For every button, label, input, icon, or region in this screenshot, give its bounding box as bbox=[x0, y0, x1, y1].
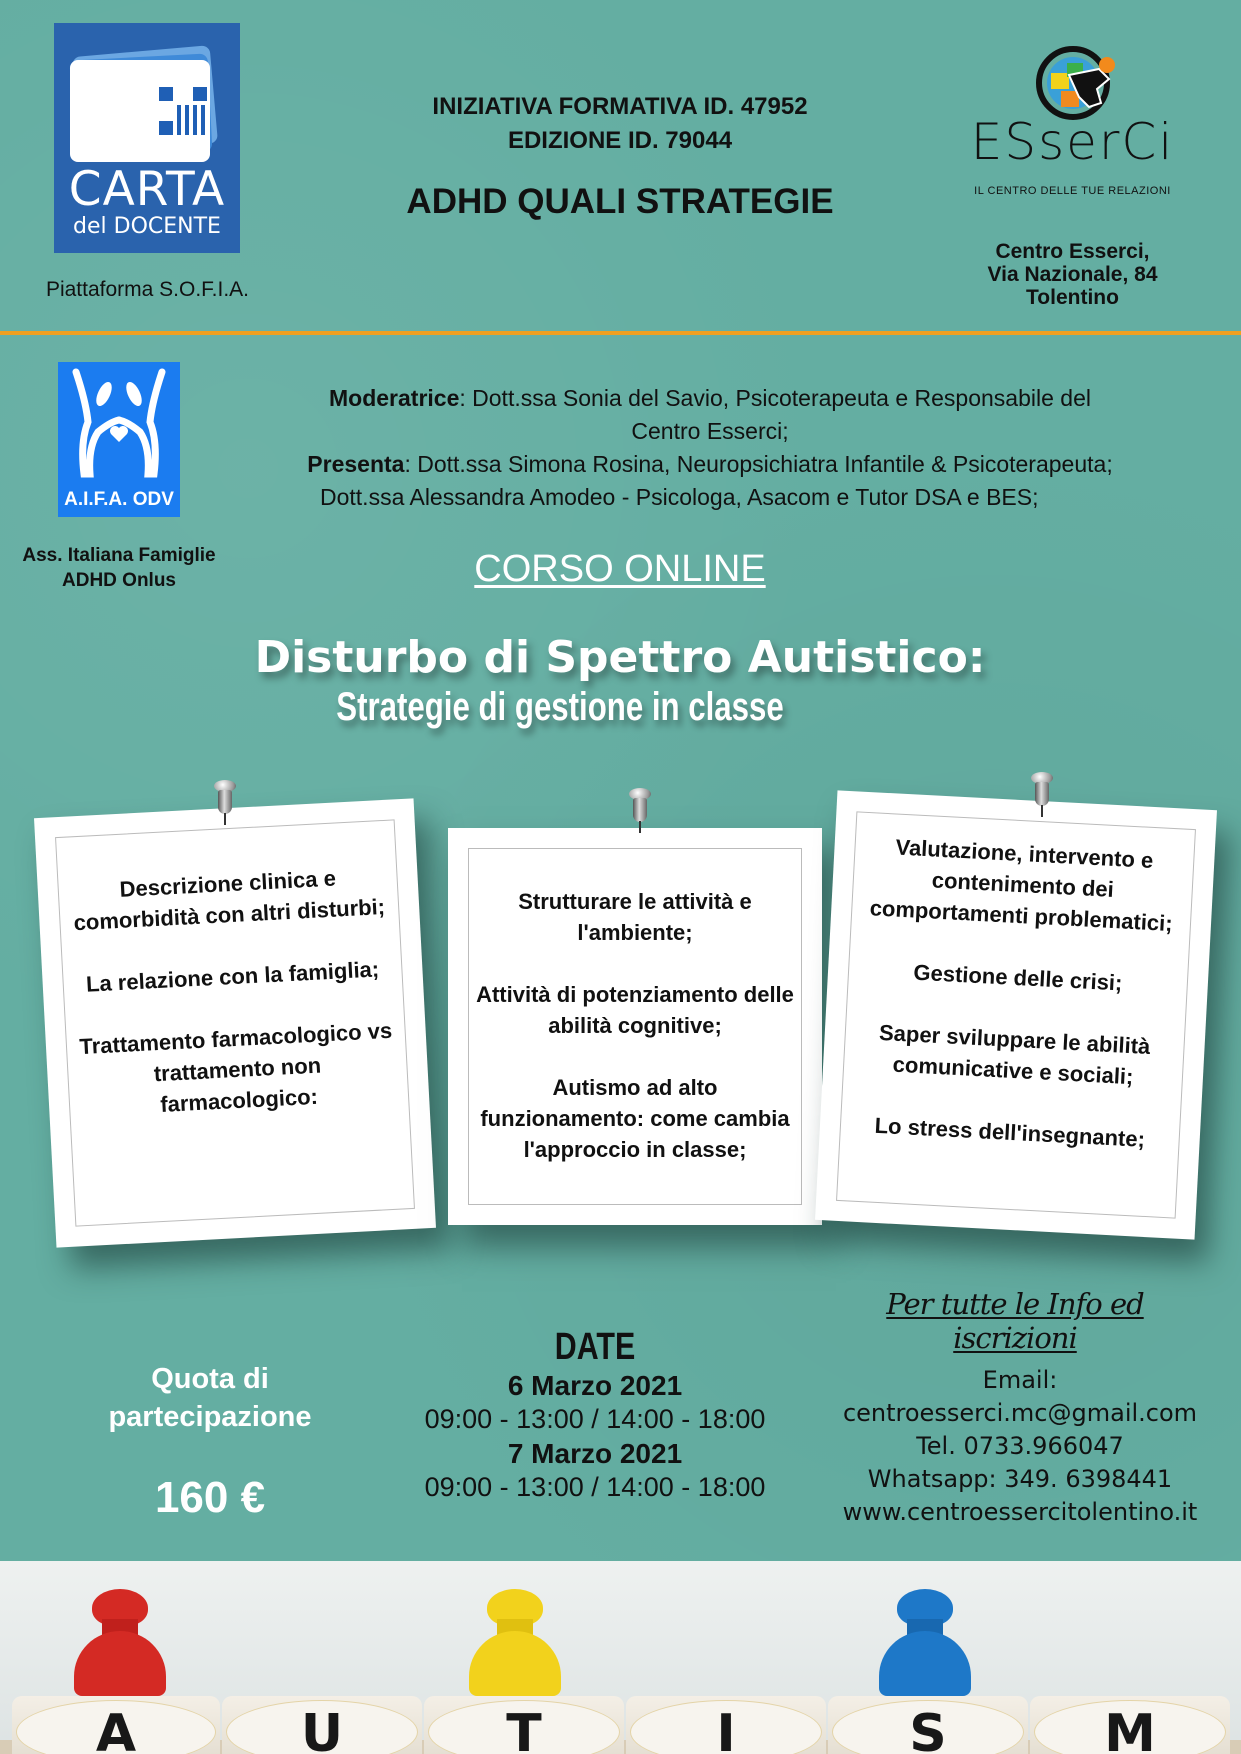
letter-cube bbox=[626, 1696, 826, 1754]
course-subtitle: Strategie di gestione in classe bbox=[336, 685, 784, 729]
cube-letter: U bbox=[300, 1704, 344, 1754]
phone: Tel. 0733.966047 bbox=[916, 1432, 1124, 1460]
red-pawn bbox=[60, 1589, 180, 1696]
fee-label bbox=[80, 1360, 340, 1436]
moderator-row-2: Centro Esserci; bbox=[631, 418, 789, 444]
initiative-id: INIZIATIVA FORMATIVA ID. 47952 bbox=[432, 93, 808, 120]
puzzle-icon bbox=[965, 45, 1180, 120]
pushpin-icon bbox=[625, 788, 655, 838]
aifa-logo bbox=[58, 362, 180, 517]
platform-label: Piattaforma S.O.F.I.A. bbox=[45, 278, 250, 301]
venue-address bbox=[955, 240, 1190, 309]
divider bbox=[0, 331, 1241, 335]
presenter-row bbox=[210, 448, 1210, 481]
carta-logo-line2: del DOCENTE bbox=[73, 214, 221, 239]
cube-letter: S bbox=[909, 1704, 947, 1754]
whatsapp: Whatsapp: 349. 6398441 bbox=[867, 1465, 1173, 1493]
cube-letter: I bbox=[716, 1704, 736, 1754]
note-item: Gestione delle crisi; bbox=[912, 959, 1124, 996]
fee-label-line: partecipazione bbox=[108, 1401, 312, 1433]
address-line: Via Nazionale, 84 bbox=[987, 263, 1158, 286]
note-text bbox=[448, 886, 822, 1165]
presenter-row-2: Dott.ssa Alessandra Amodeo - Psicologa, Asacom e Tutor DSA e BES; bbox=[320, 484, 1039, 510]
header-center bbox=[360, 90, 880, 222]
contacts bbox=[820, 1364, 1220, 1529]
fee-label-line: Quota di bbox=[151, 1363, 269, 1395]
presenter-label: Presenta bbox=[307, 451, 405, 477]
note-item: Strutturare le attività e l'ambiente; bbox=[518, 889, 752, 945]
card-shape bbox=[70, 60, 210, 162]
aifa-figures-icon bbox=[58, 362, 180, 487]
moderator-text: : Dott.ssa Sonia del Savio, Psicoterapeuta e Responsabile del bbox=[459, 385, 1091, 411]
carta-logo-line1: CARTA bbox=[68, 162, 226, 217]
note-item: Trattamento farmacologico vs trattamento non farmacologico: bbox=[78, 1017, 393, 1118]
moderator-label: Moderatrice bbox=[329, 385, 460, 411]
aifa-caption-line: ADHD Onlus bbox=[62, 570, 176, 591]
note-item: Lo stress dell'insegnante; bbox=[874, 1112, 1146, 1152]
letter-cube bbox=[222, 1696, 422, 1754]
autism-photo bbox=[0, 1561, 1241, 1754]
aifa-caption-line: Ass. Italiana Famiglie bbox=[22, 545, 216, 566]
cube-letter: A bbox=[95, 1704, 137, 1754]
topic-note-3 bbox=[815, 790, 1217, 1239]
letter-cube bbox=[828, 1696, 1028, 1754]
time-entry: 09:00 - 13:00 / 14:00 - 18:00 bbox=[424, 1404, 766, 1434]
esserci-logo-name: ESserCi bbox=[970, 113, 1175, 171]
info-heading: Per tutte le Info ed iscrizioni bbox=[886, 1287, 1144, 1355]
date-entry: 7 Marzo 2021 bbox=[507, 1438, 683, 1469]
time-entry: 09:00 - 13:00 / 14:00 - 18:00 bbox=[424, 1472, 766, 1502]
website-link[interactable]: www.centroessercitolentino.it bbox=[842, 1498, 1198, 1526]
dates-section bbox=[380, 1325, 810, 1505]
email-label: Email: bbox=[982, 1366, 1058, 1394]
topic-note-1 bbox=[34, 798, 436, 1247]
topic-note-2 bbox=[448, 828, 822, 1225]
speakers bbox=[210, 382, 1210, 514]
letter-cube bbox=[12, 1696, 220, 1754]
header-title: ADHD QUALI STRATEGIE bbox=[406, 182, 834, 221]
address-line: Centro Esserci, bbox=[995, 240, 1150, 263]
note-item: Autismo ad alto funzionamento: come cambia l'approccio in classe; bbox=[480, 1075, 790, 1162]
note-text bbox=[819, 828, 1215, 1157]
note-text bbox=[37, 858, 429, 1126]
cube-letter: T bbox=[506, 1704, 542, 1754]
note-item: Descrizione clinica e comorbidità con altri disturbi; bbox=[73, 865, 386, 936]
pushpin-icon bbox=[210, 780, 240, 830]
note-item: Attività di potenziamento delle abilità cognitive; bbox=[476, 982, 794, 1038]
letter-cube bbox=[424, 1696, 624, 1754]
aifa-logo-label: A.I.F.A. ODV bbox=[64, 489, 174, 510]
edition-id: EDIZIONE ID. 79044 bbox=[507, 127, 733, 154]
address-line: Tolentino bbox=[1026, 286, 1119, 309]
esserci-logo bbox=[965, 45, 1180, 205]
course-type: CORSO ONLINE bbox=[474, 548, 766, 590]
aifa-caption bbox=[8, 543, 230, 593]
note-item: Saper sviluppare le abilità comunicative e sociali; bbox=[878, 1019, 1151, 1090]
yellow-pawn bbox=[455, 1589, 575, 1696]
cube-letter: M bbox=[1104, 1704, 1156, 1754]
esserci-logo-tagline: IL CENTRO DELLE TUE RELAZIONI bbox=[974, 185, 1171, 197]
email-link[interactable]: centroesserci.mc@gmail.com bbox=[842, 1399, 1198, 1427]
pushpin-icon bbox=[1027, 772, 1057, 822]
moderator-row bbox=[210, 382, 1210, 415]
letter-cube bbox=[1030, 1696, 1230, 1754]
note-item: Valutazione, intervento e contenimento dei comportamenti problematici; bbox=[869, 834, 1174, 937]
presenter-text: : Dott.ssa Simona Rosina, Neuropsichiatra Infantile & Psicoterapeuta; bbox=[404, 451, 1113, 477]
dates-heading: DATE bbox=[554, 1326, 636, 1368]
date-entry: 6 Marzo 2021 bbox=[507, 1370, 683, 1401]
course-title: Disturbo di Spettro Autistico: bbox=[254, 632, 986, 683]
fee-amount: 160 € bbox=[154, 1473, 266, 1522]
note-item: La relazione con la famiglia; bbox=[85, 956, 380, 997]
qr-code-icon bbox=[159, 87, 207, 135]
carta-del-docente-logo bbox=[54, 23, 240, 253]
blue-pawn bbox=[865, 1589, 985, 1696]
